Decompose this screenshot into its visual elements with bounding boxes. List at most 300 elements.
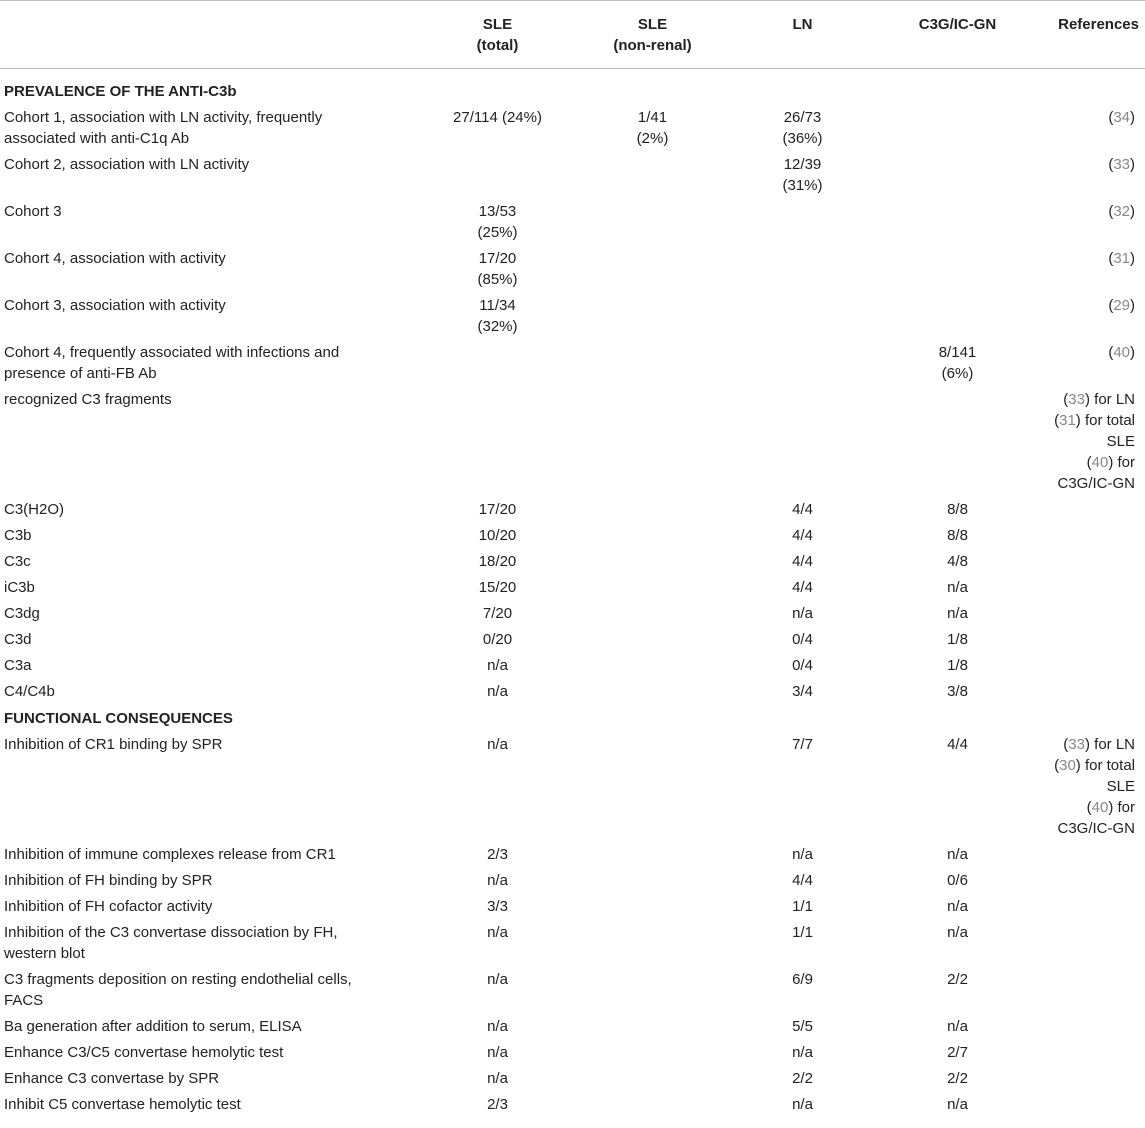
cell-c3g	[880, 867, 1035, 893]
cell-sle-total	[415, 1065, 580, 1091]
cell-ln	[725, 496, 880, 522]
cell-reference: (33)	[1108, 156, 1135, 173]
cell-sle-total-line: n/a	[487, 683, 508, 700]
cell-sle-total-line: n/a	[487, 1070, 508, 1087]
cell-sle-total-line: (25%)	[477, 224, 518, 241]
cell-sle-total	[415, 548, 580, 574]
reference-link[interactable]: 34	[1113, 109, 1130, 126]
cell-sle-total	[415, 151, 580, 198]
header-sle-total	[415, 1, 580, 69]
cell-reference	[1035, 1039, 1145, 1065]
row-label	[0, 893, 415, 919]
cell-ln	[725, 600, 880, 626]
cell-ln	[725, 893, 880, 919]
cell-ln-line: n/a	[792, 1096, 813, 1113]
cell-c3g	[880, 1091, 1035, 1117]
cell-reference: (40)	[1108, 344, 1135, 361]
table-row	[0, 652, 1145, 678]
cell-sle-total-line: n/a	[487, 924, 508, 941]
reference-line	[1039, 818, 1135, 839]
cell-ln	[725, 104, 880, 151]
row-label-line: Inhibition of FH cofactor activity	[4, 898, 213, 915]
reference-line: (31) for total	[1054, 412, 1135, 429]
table-row	[0, 919, 1145, 966]
row-label-line: C3 fragments deposition on resting endothelial cells,	[4, 971, 352, 988]
cell-ln-line: 4/4	[792, 501, 813, 518]
cell-sle-total	[415, 574, 580, 600]
row-label	[0, 652, 415, 678]
cell-sle-total	[415, 626, 580, 652]
cell-ln-line: n/a	[792, 846, 813, 863]
cell-ln-line: 0/4	[792, 631, 813, 648]
cell-ln	[725, 1013, 880, 1039]
cell-ln-line: 1/1	[792, 924, 813, 941]
cell-sle-total-line: 7/20	[482, 605, 513, 622]
cell-ln	[725, 966, 880, 1013]
cell-ln-line: n/a	[792, 605, 813, 622]
reference-link[interactable]: 30	[1059, 757, 1076, 774]
cell-sle-total-line: n/a	[487, 657, 508, 674]
row-label	[0, 1013, 415, 1039]
cell-ln	[725, 731, 880, 841]
cell-sle-total-line: (85%)	[477, 271, 518, 288]
cell-reference	[1035, 496, 1145, 522]
cell-sle-nonrenal	[580, 919, 725, 966]
row-label-line: Inhibition of the C3 convertase dissociation by FH,	[4, 924, 338, 941]
header-c3g: C3G/IC-GN	[918, 16, 997, 33]
table-row	[0, 841, 1145, 867]
section-row-prevalence	[0, 69, 1145, 105]
cell-c3g	[880, 1065, 1035, 1091]
reference-link[interactable]: 40	[1091, 454, 1109, 471]
cell-reference: (31)	[1108, 250, 1135, 267]
row-label	[0, 1091, 415, 1117]
reference-text: for	[1113, 799, 1135, 816]
row-label-line: Enhance C3 convertase by SPR	[4, 1070, 220, 1087]
row-label	[0, 104, 415, 151]
reference-line	[1039, 431, 1135, 452]
table-row	[0, 496, 1145, 522]
cell-c3g	[880, 600, 1035, 626]
header-row	[0, 1, 1145, 69]
header-references: References	[1058, 16, 1139, 33]
table-row	[0, 731, 1145, 841]
reference-link[interactable]: 31	[1059, 412, 1076, 429]
cell-sle-nonrenal	[580, 1091, 725, 1117]
cell-reference	[1035, 386, 1145, 496]
row-label	[0, 151, 415, 198]
cell-ln	[725, 245, 880, 292]
cell-c3g	[880, 496, 1035, 522]
row-label	[0, 600, 415, 626]
cell-reference	[1035, 1065, 1145, 1091]
cell-c3g-line: 8/141	[938, 344, 977, 361]
row-label	[0, 626, 415, 652]
cell-c3g-line: 0/6	[947, 872, 968, 889]
cell-sle-total	[415, 1039, 580, 1065]
reference-link[interactable]: 33	[1068, 391, 1085, 408]
cell-ln-line: 4/4	[792, 527, 813, 544]
row-label-line: Enhance C3/C5 convertase hemolytic test	[4, 1044, 284, 1061]
row-label-line: presence of anti-FB Ab	[4, 365, 157, 382]
section-title-prevalence: PREVALENCE OF THE ANTI-C3b	[4, 83, 237, 100]
table-row	[0, 1039, 1145, 1065]
cell-ln	[725, 339, 880, 386]
reference-text: SLE	[1106, 778, 1135, 795]
cell-sle-total-line: 3/3	[487, 898, 508, 915]
cell-ln	[725, 919, 880, 966]
cell-sle-total	[415, 292, 580, 339]
row-label-line: Inhibition of CR1 binding by SPR	[4, 736, 223, 753]
cell-sle-total	[415, 104, 580, 151]
cell-sle-total-line: 13/53	[478, 203, 517, 220]
cell-ln	[725, 626, 880, 652]
cell-sle-total	[415, 919, 580, 966]
reference-link[interactable]: 33	[1113, 156, 1130, 173]
cell-sle-total	[415, 841, 580, 867]
cell-sle-nonrenal	[580, 496, 725, 522]
cell-ln	[725, 386, 880, 496]
cell-sle-nonrenal	[580, 151, 725, 198]
row-label-line: Ba generation after addition to serum, ELISA	[4, 1018, 302, 1035]
cell-c3g-line: 4/4	[947, 736, 968, 753]
row-label-line: Inhibition of immune complexes release from CR1	[4, 846, 336, 863]
cell-sle-nonrenal	[580, 1013, 725, 1039]
cell-sle-nonrenal	[580, 841, 725, 867]
reference-text: for total	[1080, 757, 1135, 774]
reference-line	[1039, 473, 1135, 494]
cell-sle-nonrenal	[580, 548, 725, 574]
reference-text: for	[1113, 454, 1135, 471]
cell-c3g	[880, 151, 1035, 198]
cell-sle-nonrenal	[580, 245, 725, 292]
reference-link[interactable]: 40	[1113, 344, 1130, 361]
reference-line: (30) for total	[1054, 757, 1135, 774]
cell-ln	[725, 548, 880, 574]
row-label-line: Cohort 4, frequently associated with infections and	[4, 344, 340, 361]
cell-c3g	[880, 1039, 1035, 1065]
cell-sle-nonrenal	[580, 292, 725, 339]
cell-ln	[725, 1065, 880, 1091]
cell-reference	[1035, 678, 1145, 704]
table-row	[0, 104, 1145, 151]
cell-c3g	[880, 574, 1035, 600]
row-label	[0, 731, 415, 841]
cell-ln	[725, 292, 880, 339]
row-label	[0, 548, 415, 574]
table-row	[0, 548, 1145, 574]
section-row-functional	[0, 704, 1145, 731]
cell-sle-nonrenal-line: 1/41	[637, 109, 668, 126]
header-sle-total-line2: (total)	[476, 37, 519, 54]
row-label	[0, 522, 415, 548]
cell-sle-total	[415, 893, 580, 919]
cell-sle-nonrenal	[580, 893, 725, 919]
cell-c3g-line: 1/8	[947, 631, 968, 648]
cell-sle-total	[415, 496, 580, 522]
cell-ln-line: (31%)	[782, 177, 823, 194]
cell-c3g	[880, 841, 1035, 867]
row-label	[0, 292, 415, 339]
table-row	[0, 245, 1145, 292]
cell-c3g	[880, 339, 1035, 386]
cell-c3g-line: 8/8	[947, 527, 968, 544]
cell-c3g-line: n/a	[947, 846, 968, 863]
row-label	[0, 966, 415, 1013]
table-row	[0, 600, 1145, 626]
cell-sle-total	[415, 600, 580, 626]
row-label	[0, 496, 415, 522]
table-row	[0, 574, 1145, 600]
row-label-line: C4/C4b	[4, 683, 55, 700]
row-label-line: Inhibit C5 convertase hemolytic test	[4, 1096, 241, 1113]
cell-sle-nonrenal	[580, 386, 725, 496]
cell-c3g-line: 8/8	[947, 501, 968, 518]
cell-ln-line: 4/4	[792, 579, 813, 596]
cell-ln-line: 5/5	[792, 1018, 813, 1035]
cell-ln-line: 7/7	[792, 736, 813, 753]
cell-sle-nonrenal	[580, 867, 725, 893]
cell-sle-total-line: n/a	[487, 872, 508, 889]
cell-ln	[725, 841, 880, 867]
cell-sle-total-line: 17/20	[478, 250, 517, 267]
row-label-line: Cohort 2, association with LN activity	[4, 156, 250, 173]
cell-c3g	[880, 522, 1035, 548]
cell-reference	[1035, 1013, 1145, 1039]
cell-sle-nonrenal	[580, 652, 725, 678]
cell-c3g	[880, 626, 1035, 652]
cell-ln	[725, 198, 880, 245]
reference-line: (40) for	[1086, 454, 1135, 471]
cell-ln-line: 2/2	[792, 1070, 813, 1087]
cell-sle-total-line: 27/114 (24%)	[453, 109, 542, 126]
row-label	[0, 867, 415, 893]
cell-c3g-line: 2/7	[947, 1044, 968, 1061]
cell-sle-nonrenal-line: (2%)	[636, 130, 669, 147]
cell-c3g-line: (6%)	[941, 365, 974, 382]
cell-c3g	[880, 919, 1035, 966]
cell-reference	[1035, 548, 1145, 574]
cell-c3g	[880, 678, 1035, 704]
table-row	[0, 966, 1145, 1013]
row-label-line: C3b	[4, 527, 32, 544]
cell-sle-total-line: n/a	[487, 736, 508, 753]
cell-sle-total	[415, 1013, 580, 1039]
cell-sle-total-line: (32%)	[477, 318, 518, 335]
table-row	[0, 151, 1145, 198]
row-label-line: Cohort 3	[4, 203, 62, 220]
reference-line: (40) for	[1086, 799, 1135, 816]
table-row	[0, 339, 1145, 386]
reference-link[interactable]: 33	[1068, 736, 1085, 753]
cell-sle-total	[415, 867, 580, 893]
cell-sle-nonrenal	[580, 600, 725, 626]
cell-ln	[725, 1091, 880, 1117]
cell-c3g-line: n/a	[947, 579, 968, 596]
table-row	[0, 867, 1145, 893]
header-ln: LN	[792, 16, 813, 33]
cell-ln	[725, 574, 880, 600]
cell-sle-nonrenal	[580, 966, 725, 1013]
cell-reference	[1035, 867, 1145, 893]
reference-line	[1039, 776, 1135, 797]
header-sle-nonrenal-line1: SLE	[637, 16, 668, 33]
cell-sle-total	[415, 522, 580, 548]
cell-reference	[1035, 919, 1145, 966]
cell-ln-line: 4/4	[792, 872, 813, 889]
cell-c3g-line: 2/2	[947, 971, 968, 988]
cell-c3g-line: 2/2	[947, 1070, 968, 1087]
table-row	[0, 626, 1145, 652]
header-sle-nonrenal-line2: (non-renal)	[613, 37, 692, 54]
cell-sle-total-line: 10/20	[478, 527, 517, 544]
table-row	[0, 678, 1145, 704]
row-label-line: C3c	[4, 553, 31, 570]
reference-text: for LN	[1089, 391, 1135, 408]
cell-sle-nonrenal	[580, 626, 725, 652]
cell-reference	[1035, 652, 1145, 678]
cell-c3g	[880, 198, 1035, 245]
reference-line: (33) for LN	[1063, 736, 1135, 753]
row-label-line: Inhibition of FH binding by SPR	[4, 872, 213, 889]
table-row	[0, 1013, 1145, 1039]
cell-c3g	[880, 245, 1035, 292]
cell-ln-line: 4/4	[792, 553, 813, 570]
cell-sle-total	[415, 245, 580, 292]
cell-c3g-line: 4/8	[947, 553, 968, 570]
section-title-functional: FUNCTIONAL CONSEQUENCES	[4, 710, 233, 727]
cell-c3g	[880, 652, 1035, 678]
table-body	[0, 69, 1145, 1118]
cell-sle-total	[415, 386, 580, 496]
cell-sle-total	[415, 198, 580, 245]
row-label-line: Cohort 1, association with LN activity, frequently	[4, 109, 323, 126]
cell-ln	[725, 678, 880, 704]
reference-text: C3G/IC-GN	[1057, 820, 1135, 837]
cell-c3g-line: n/a	[947, 924, 968, 941]
cell-ln-line: 12/39	[783, 156, 822, 173]
table-row	[0, 292, 1145, 339]
cell-sle-total	[415, 966, 580, 1013]
cell-c3g-line: n/a	[947, 1096, 968, 1113]
cell-sle-total-line: 18/20	[478, 553, 517, 570]
row-label	[0, 1065, 415, 1091]
reference-link[interactable]: 31	[1113, 250, 1130, 267]
cell-sle-total-line: 2/3	[487, 1096, 508, 1113]
cell-reference	[1035, 731, 1145, 841]
cell-c3g	[880, 1013, 1035, 1039]
row-label-line: C3a	[4, 657, 32, 674]
row-label-line: C3(H2O)	[4, 501, 65, 518]
cell-c3g	[880, 893, 1035, 919]
cell-c3g	[880, 548, 1035, 574]
cell-sle-total-line: n/a	[487, 1044, 508, 1061]
table-row	[0, 1091, 1145, 1117]
reference-line: (33) for LN	[1063, 391, 1135, 408]
cell-ln-line: n/a	[792, 1044, 813, 1061]
cell-c3g	[880, 292, 1035, 339]
cell-ln-line: 26/73	[783, 109, 822, 126]
reference-text: for LN	[1089, 736, 1135, 753]
cell-sle-nonrenal	[580, 731, 725, 841]
cell-sle-nonrenal	[580, 104, 725, 151]
reference-link[interactable]: 29	[1113, 297, 1130, 314]
header-sle-nonrenal	[580, 1, 725, 69]
cell-sle-total-line: 11/34	[479, 297, 516, 314]
row-label-line: recognized C3 fragments	[4, 391, 172, 408]
cell-reference: (32)	[1108, 203, 1135, 220]
cell-sle-total-line: 0/20	[482, 631, 513, 648]
row-label	[0, 339, 415, 386]
cell-reference	[1035, 574, 1145, 600]
reference-link[interactable]: 32	[1113, 203, 1130, 220]
cell-sle-nonrenal	[580, 1039, 725, 1065]
reference-link[interactable]: 40	[1091, 799, 1109, 816]
fragments-header-row	[0, 386, 1145, 496]
row-label-line: C3dg	[4, 605, 40, 622]
reference-text: SLE	[1106, 433, 1135, 450]
cell-c3g	[880, 104, 1035, 151]
cell-ln-line: 1/1	[792, 898, 813, 915]
table-row	[0, 1065, 1145, 1091]
table-row	[0, 198, 1145, 245]
row-label	[0, 1039, 415, 1065]
table-row	[0, 522, 1145, 548]
cell-c3g-line: n/a	[947, 1018, 968, 1035]
cell-reference: (34)	[1108, 109, 1135, 126]
cell-sle-total-line: 17/20	[478, 501, 517, 518]
cell-c3g	[880, 386, 1035, 496]
row-label	[0, 245, 415, 292]
row-label-line: associated with anti-C1q Ab	[4, 130, 190, 147]
cell-sle-total-line: n/a	[487, 1018, 508, 1035]
cell-sle-nonrenal	[580, 1065, 725, 1091]
cell-sle-nonrenal	[580, 198, 725, 245]
reference-text: C3G/IC-GN	[1057, 475, 1135, 492]
row-label-line: Cohort 3, association with activity	[4, 297, 226, 314]
header-blank	[0, 1, 415, 69]
cell-sle-total	[415, 731, 580, 841]
cell-c3g-line: n/a	[947, 898, 968, 915]
cell-reference	[1035, 1091, 1145, 1117]
row-label-line: Cohort 4, association with activity	[4, 250, 226, 267]
cell-ln-line: 0/4	[792, 657, 813, 674]
row-label-line: C3d	[4, 631, 32, 648]
cell-reference	[1035, 600, 1145, 626]
cell-sle-total	[415, 339, 580, 386]
row-label	[0, 919, 415, 966]
row-label	[0, 678, 415, 704]
row-label-line: iC3b	[4, 579, 35, 596]
cell-ln-line: 6/9	[792, 971, 813, 988]
cell-ln	[725, 151, 880, 198]
row-label-line: FACS	[4, 992, 44, 1009]
row-label-line: western blot	[4, 945, 85, 962]
cell-sle-total	[415, 678, 580, 704]
cell-ln-line: 3/4	[792, 683, 813, 700]
cell-reference	[1035, 893, 1145, 919]
cell-ln	[725, 867, 880, 893]
cell-sle-total	[415, 1091, 580, 1117]
cell-reference: (29)	[1108, 297, 1135, 314]
cell-c3g	[880, 731, 1035, 841]
row-label	[0, 841, 415, 867]
cell-sle-total	[415, 652, 580, 678]
cell-reference	[1035, 626, 1145, 652]
cell-sle-nonrenal	[580, 339, 725, 386]
cell-c3g	[880, 966, 1035, 1013]
cell-c3g-line: 1/8	[947, 657, 968, 674]
